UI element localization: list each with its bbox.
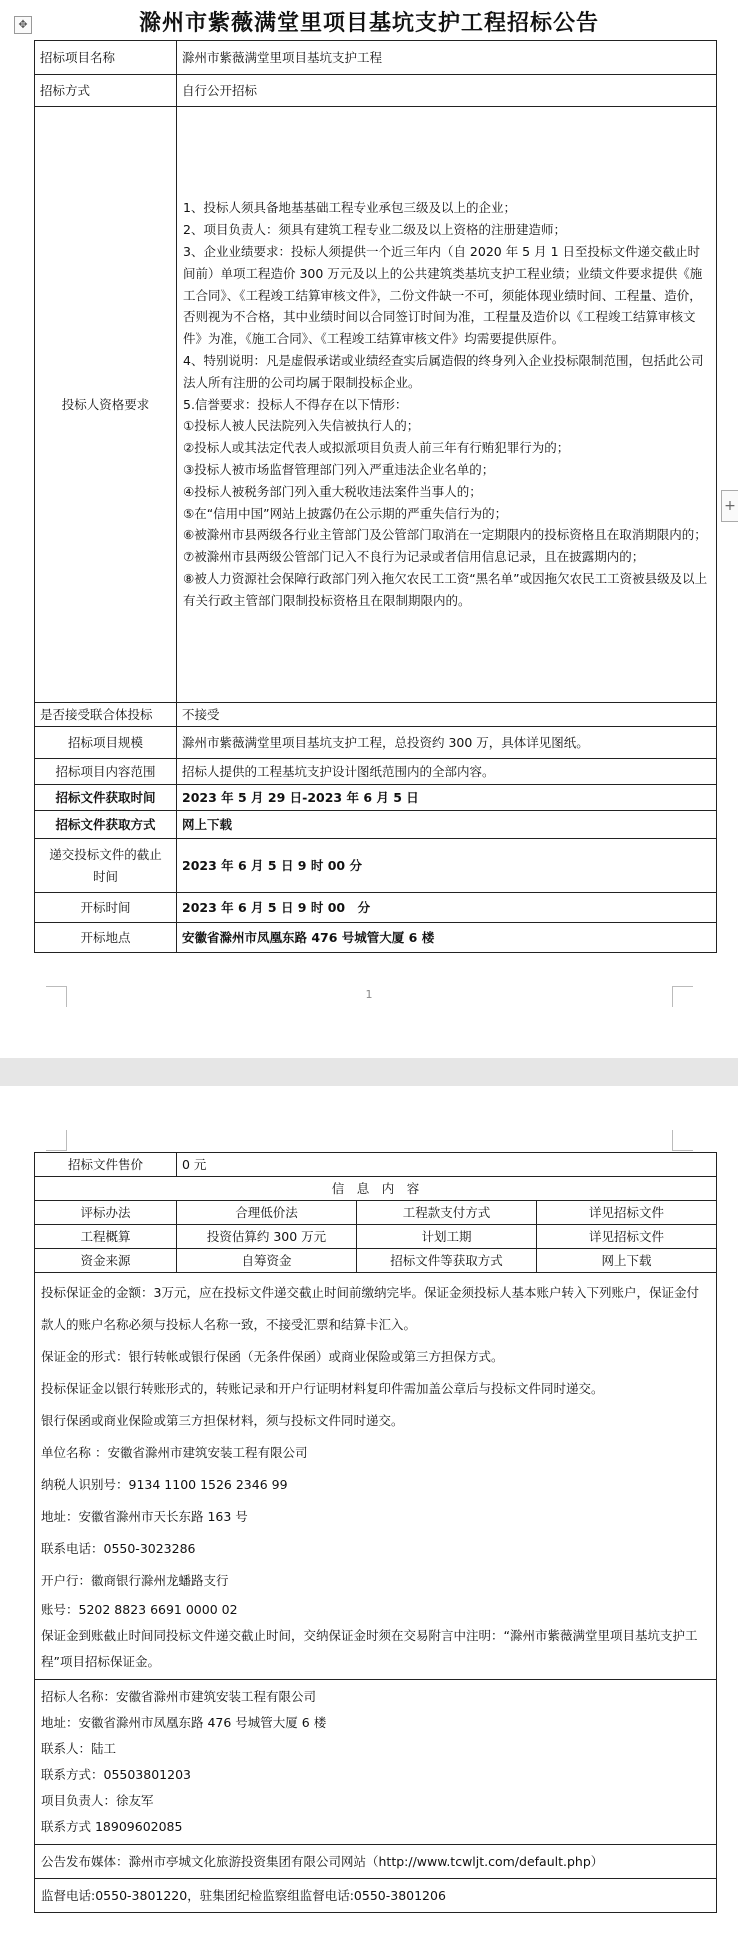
row-info-header bbox=[35, 1177, 717, 1201]
qualification-item: 5.信誉要求：投标人不得存在以下情形： bbox=[183, 396, 408, 412]
row-open-place bbox=[35, 923, 717, 953]
price-value: 0 元 bbox=[177, 1153, 717, 1177]
tender-info-table bbox=[34, 40, 717, 953]
tender-info-table-continued bbox=[34, 1152, 717, 1913]
deadline-value: 2023 年 6 月 5 日 9 时 00 分 bbox=[177, 839, 717, 893]
info-cell: 合理低价法 bbox=[177, 1201, 357, 1225]
row-deposit bbox=[35, 1273, 717, 1680]
notice-title: 滁州市紫薇满堂里项目基坑支护工程招标公告 bbox=[138, 10, 599, 36]
scope-value: 招标人提供的工程基坑支护设计图纸范围内的全部内容。 bbox=[177, 759, 717, 785]
info-cell: 计划工期 bbox=[357, 1225, 537, 1249]
row-project-name bbox=[35, 41, 717, 75]
row-supervision bbox=[35, 1879, 717, 1913]
deposit-line: 纳税人识别号：9134 1100 1526 2346 99 bbox=[41, 1477, 288, 1492]
contact-line: 地址：安徽省滁州市凤凰东路 476 号城管大厦 6 楼 bbox=[41, 1715, 327, 1730]
row-scale bbox=[35, 727, 717, 759]
qualification-item: ①投标人被人民法院列入失信被执行人的； bbox=[183, 418, 420, 434]
info-cell: 工程概算 bbox=[35, 1225, 177, 1249]
open-time-label: 开标时间 bbox=[35, 893, 177, 923]
deposit-line: 投标保证金以银行转账形式的，转账记录和开户行证明材料复印件需加盖公章后与投标文件同时递交。 bbox=[41, 1381, 604, 1396]
info-cell: 资金来源 bbox=[35, 1249, 177, 1273]
deposit-line: 单位名称 ：安徽省滁州市建筑安装工程有限公司 bbox=[41, 1445, 308, 1460]
method-label: 招标方式 bbox=[35, 75, 177, 107]
page-gap bbox=[0, 1058, 738, 1086]
deposit-line: 保证金到账截止时间同投标文件递交截止时间，交纳保证金时须在交易附言中注明：“滁州市紫薇满堂里项目基坑支护工程”项目招标保证金。 bbox=[41, 1628, 698, 1669]
consortium-value: 不接受 bbox=[177, 703, 717, 727]
row-deadline bbox=[35, 839, 717, 893]
open-place-label: 开标地点 bbox=[35, 923, 177, 953]
row-qualification bbox=[35, 107, 717, 703]
page-number: 1 bbox=[365, 988, 373, 1001]
method-value: 自行公开招标 bbox=[177, 75, 717, 107]
deposit-line: 开户行：徽商银行滁州龙蟠路支行 bbox=[41, 1573, 229, 1588]
scope-label: 招标项目内容范围 bbox=[35, 759, 177, 785]
qualification-item: ⑥被滁州市县两级各行业主管部门及公管部门取消在一定期限内的投标资格且在取消期限内的； bbox=[183, 527, 707, 543]
info-cell: 工程款支付方式 bbox=[357, 1201, 537, 1225]
info-cell: 自筹资金 bbox=[177, 1249, 357, 1273]
doc-way-label: 招标文件获取方式 bbox=[35, 811, 177, 839]
row-doc-way bbox=[35, 811, 717, 839]
info-header: 信 息 内 容 bbox=[35, 1177, 717, 1201]
doc-time-value: 2023 年 5 月 29 日-2023 年 6 月 5 日 bbox=[177, 785, 717, 811]
row-consortium bbox=[35, 703, 717, 727]
qualification-item: ⑦被滁州市县两级公管部门记入不良行为记录或者信用信息记录，且在披露期内的； bbox=[183, 549, 645, 565]
crop-mark bbox=[672, 1130, 693, 1151]
info-row bbox=[35, 1249, 717, 1273]
row-media bbox=[35, 1845, 717, 1879]
crop-mark bbox=[46, 1130, 67, 1151]
qualification-item: 2、项目负责人：须具有建筑工程专业二级及以上资格的注册建造师； bbox=[183, 222, 566, 238]
contact-line: 联系人：陆工 bbox=[41, 1741, 117, 1756]
qualification-item: 4、特别说明：凡是虚假承诺或业绩经查实后属造假的终身列入企业投标限制范围，包括此公司法人所有注册的公司均属于限制投标企业。 bbox=[183, 353, 704, 390]
table-add-row-icon[interactable]: + bbox=[721, 490, 738, 522]
open-place-value: 安徽省滁州市凤凰东路 476 号城管大厦 6 楼 bbox=[177, 923, 717, 953]
media-line: 公告发布媒体：滁州市亭城文化旅游投资集团有限公司网站（http://www.tcwljt.com/default.php） bbox=[35, 1845, 717, 1879]
scale-label: 招标项目规模 bbox=[35, 727, 177, 759]
deposit-line: 银行保函或商业保险或第三方担保材料，须与投标文件同时递交。 bbox=[41, 1413, 404, 1428]
contact-line: 招标人名称：安徽省滁州市建筑安装工程有限公司 bbox=[41, 1689, 317, 1704]
doc-way-value: 网上下载 bbox=[177, 811, 717, 839]
doc-time-label: 招标文件获取时间 bbox=[35, 785, 177, 811]
qualification-label: 投标人资格要求 bbox=[35, 107, 177, 703]
project-name-label: 招标项目名称 bbox=[35, 41, 177, 75]
deposit-line: 保证金的形式：银行转帐或银行保函（无条件保函）或商业保险或第三方担保方式。 bbox=[41, 1349, 504, 1364]
row-open-time bbox=[35, 893, 717, 923]
qualification-item: 1、投标人须具备地基基础工程专业承包三级及以上的企业； bbox=[183, 200, 516, 216]
contact-line: 联系方式：05503801203 bbox=[41, 1767, 191, 1782]
deposit-line: 联系电话：0550-3023286 bbox=[41, 1541, 196, 1556]
deposit-line: 地址：安徽省滁州市天长东路 163 号 bbox=[41, 1509, 248, 1524]
info-row bbox=[35, 1201, 717, 1225]
project-name-value: 滁州市紫薇满堂里项目基坑支护工程 bbox=[177, 41, 717, 75]
qualification-item: ③投标人被市场监督管理部门列入严重违法企业名单的； bbox=[183, 461, 495, 477]
contact-section bbox=[35, 1680, 717, 1845]
qualification-list bbox=[177, 107, 717, 703]
qualification-item: 3、企业业绩要求：投标人须提供一个近三年内（自 2020 年 5 月 1 日至投标文件递交截止时间前）单项工程造价 300 万元及以上的公共建筑类基坑支护工程业绩；业绩文件要求提供《施工合同》、《工程竣工结算审核文件》，二份文件缺一不可，须能体现业绩时间、工程量、造价，否则视为不合格，其中业绩时间以合同签订时间为准，工程量及造价以《工程竣工结算审核文件》为准，《施工合同》、《工程竣工结算审核文件》均需要提供原件。 bbox=[183, 244, 703, 347]
info-cell: 详见招标文件 bbox=[537, 1201, 717, 1225]
row-method bbox=[35, 75, 717, 107]
scale-value: 滁州市紫薇满堂里项目基坑支护工程，总投资约 300 万，具体详见图纸。 bbox=[177, 727, 717, 759]
qualification-item: ④投标人被税务部门列入重大税收违法案件当事人的； bbox=[183, 483, 482, 499]
deposit-line: 账号：5202 8823 6691 0000 02 bbox=[41, 1602, 238, 1617]
row-contact bbox=[35, 1680, 717, 1845]
info-cell: 评标办法 bbox=[35, 1201, 177, 1225]
consortium-label: 是否接受联合体投标 bbox=[35, 703, 177, 727]
row-scope bbox=[35, 759, 717, 785]
table-move-handle-icon[interactable]: ✥ bbox=[14, 16, 32, 34]
info-cell: 投资估算约 300 万元 bbox=[177, 1225, 357, 1249]
qualification-item: ⑤在“信用中国”网站上披露仍在公示期的严重失信行为的； bbox=[183, 505, 508, 521]
open-time-value: 2023 年 6 月 5 日 9 时 00 分 bbox=[177, 893, 717, 923]
deposit-section bbox=[35, 1273, 717, 1680]
qualification-item: ⑧被人力资源社会保障行政部门列入拖欠农民工工资“黑名单”或因拖欠农民工工资被县级及以上有关行政主管部门限制投标资格且在限制期限内的。 bbox=[183, 570, 708, 608]
contact-line: 联系方式 18909602085 bbox=[41, 1819, 183, 1834]
row-doc-time bbox=[35, 785, 717, 811]
supervision-line: 监督电话:0550-3801220，驻集团纪检监察组监督电话:0550-3801206 bbox=[35, 1879, 717, 1913]
info-cell: 网上下载 bbox=[537, 1249, 717, 1273]
contact-line: 项目负责人：徐友军 bbox=[41, 1793, 154, 1808]
info-row bbox=[35, 1225, 717, 1249]
info-cell: 招标文件等获取方式 bbox=[357, 1249, 537, 1273]
info-cell: 详见招标文件 bbox=[537, 1225, 717, 1249]
qualification-item: ②投标人或其法定代表人或拟派项目负责人前三年有行贿犯罪行为的； bbox=[183, 440, 570, 456]
deadline-label: 递交投标文件的截止时间 bbox=[35, 839, 177, 893]
price-label: 招标文件售价 bbox=[35, 1153, 177, 1177]
row-price bbox=[35, 1153, 717, 1177]
deposit-line: 投标保证金的金额：3万元，应在投标文件递交截止时间前缴纳完毕。保证金须投标人基本账户转入下列账户，保证金付款人的账户名称必须与投标人名称一致，不接受汇票和结算卡汇入。 bbox=[41, 1285, 699, 1332]
